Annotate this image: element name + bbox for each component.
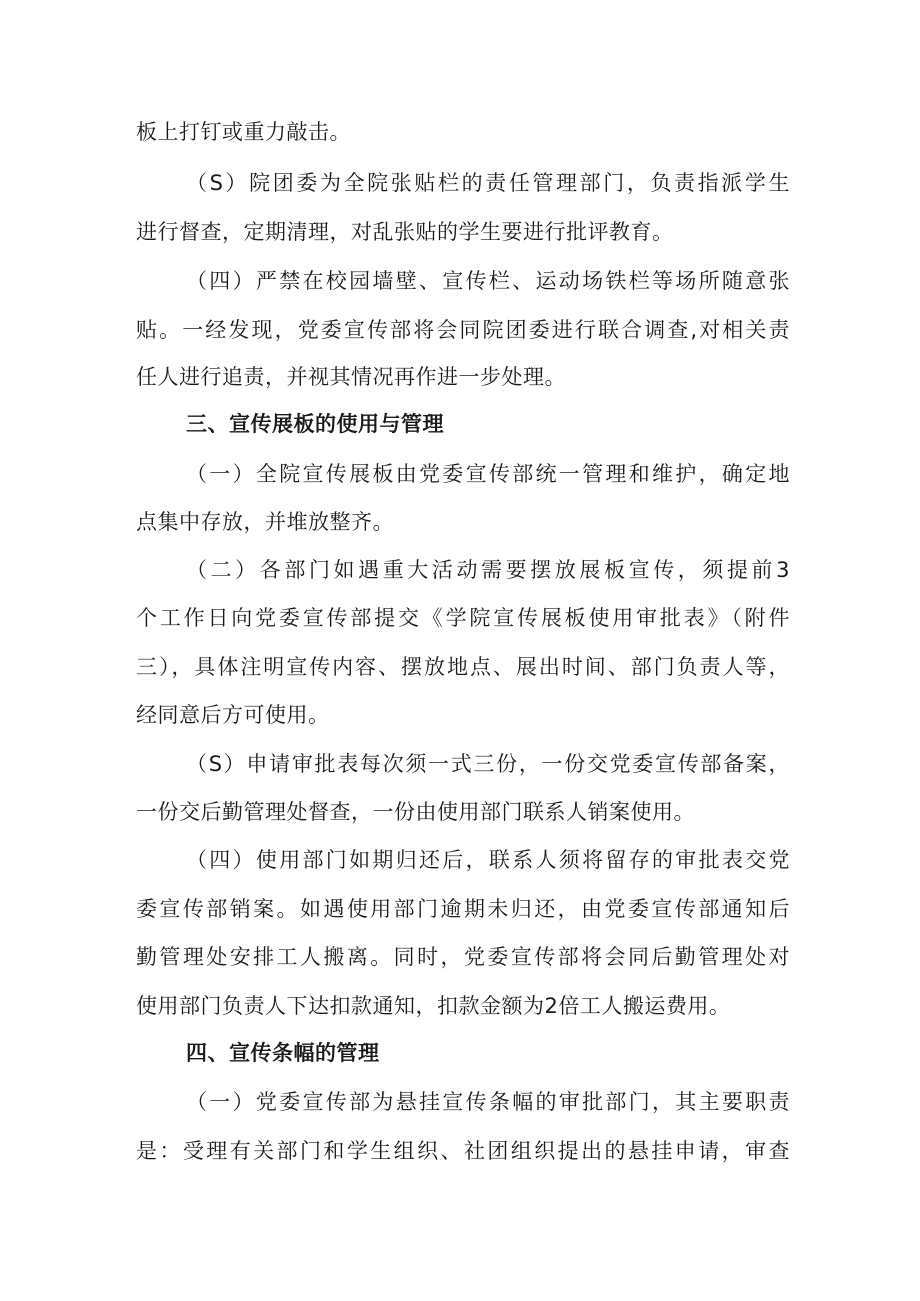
paragraph-line: 贴。一经发现，党委宣传部将会同院团委进行联合调查,对相关责: [136, 318, 790, 342]
paragraph-line: （S）申请审批表每次须一式三份，一份交党委宣传部备案，: [186, 752, 790, 776]
paragraph-line: 是：受理有关部门和学生组织、社团组织提出的悬挂申请，审查: [136, 1139, 790, 1163]
paragraph-line: （一）全院宣传展板由党委宣传部统一管理和维护，确定地: [186, 462, 790, 486]
section-heading: 三、宣传展板的使用与管理: [186, 412, 444, 436]
paragraph-line: （二）各部门如遇重大活动需要摆放展板宣传，须提前3: [186, 558, 790, 582]
paragraph-line: 个工作日向党委宣传部提交《学院宣传展板使用审批表》（附件: [136, 606, 790, 630]
paragraph-line: 一份交后勤管理处督查，一份由使用部门联系人销案使用。: [136, 800, 695, 824]
paragraph-line: 进行督查，定期清理，对乱张贴的学生要进行批评教育。: [136, 220, 674, 244]
paragraph-line: （四）使用部门如期归还后，联系人须将留存的审批表交党: [186, 848, 790, 872]
paragraph-line: 三），具体注明宣传内容、摆放地点、展出时间、部门负责人等，: [136, 655, 790, 679]
paragraph-line: （四）严禁在校园墙壁、宣传栏、运动场铁栏等场所随意张: [186, 269, 790, 293]
paragraph-line: 任人进行追责，并视其情况再作进一步处理。: [136, 365, 566, 389]
paragraph-line: 点集中存放，并堆放整齐。: [136, 510, 394, 534]
paragraph-line: （S）院团委为全院张贴栏的责任管理部门，负责指派学生: [186, 171, 790, 195]
paragraph-line: 委宣传部销案。如遇使用部门逾期未归还，由党委宣传部通知后: [136, 897, 790, 921]
paragraph-line: （一）党委宣传部为悬挂宣传条幅的审批部门，其主要职责: [186, 1090, 790, 1114]
paragraph-line: 板上打钉或重力敲击。: [136, 120, 351, 144]
paragraph-line: 使用部门负责人下达扣款通知，扣款金额为2倍工人搬运费用。: [136, 994, 731, 1018]
paragraph-line: 勤管理处安排工人搬离。同时，党委宣传部将会同后勤管理处对: [136, 945, 790, 969]
paragraph-line: 经同意后方可使用。: [136, 703, 330, 727]
section-heading: 四、宣传条幅的管理: [186, 1041, 380, 1065]
